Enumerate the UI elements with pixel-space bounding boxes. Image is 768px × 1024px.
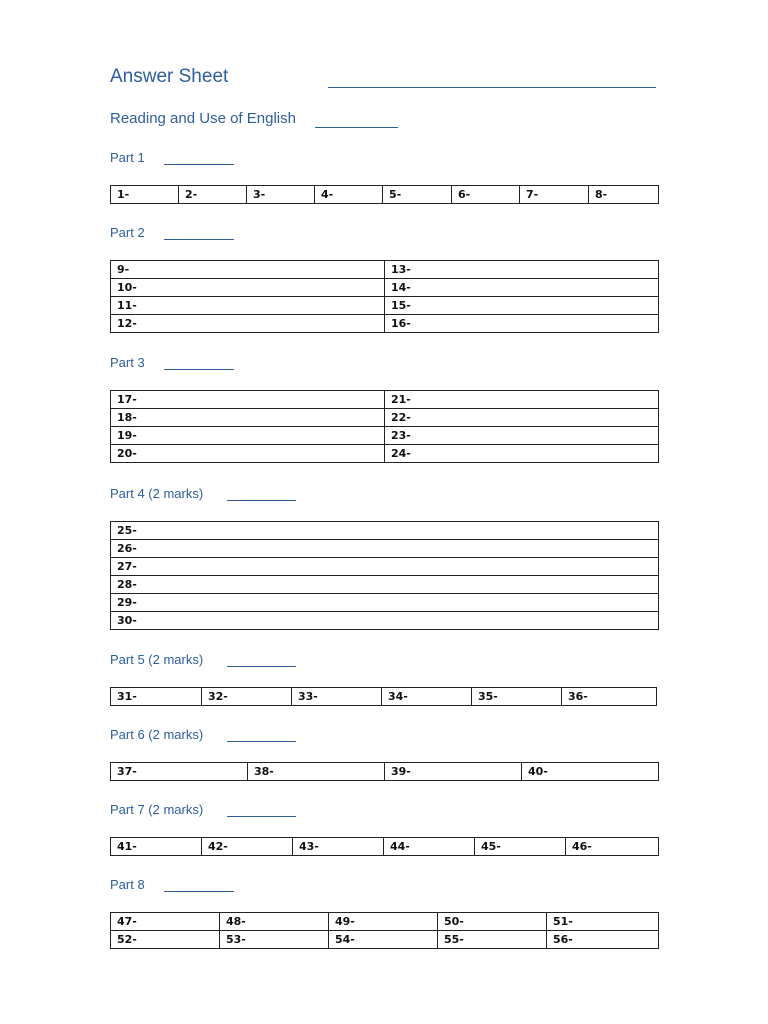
answer-cell[interactable]: 52-: [111, 931, 220, 949]
answer-cell[interactable]: 33-: [292, 688, 382, 706]
part-2-label: Part 2: [110, 225, 145, 240]
name-blank-line[interactable]: [328, 87, 656, 88]
answer-cell[interactable]: 30-: [111, 612, 659, 630]
table-row: [111, 409, 659, 427]
table-row: [111, 391, 659, 409]
answer-cell[interactable]: 9-: [111, 261, 385, 279]
part-2-answer-grid: [110, 260, 659, 333]
answer-cell[interactable]: 11-: [111, 297, 385, 315]
table-row: [111, 612, 659, 630]
answer-cell[interactable]: 39-: [385, 763, 522, 781]
part-3-score-line[interactable]: [164, 369, 234, 370]
answer-cell[interactable]: 15-: [385, 297, 659, 315]
part-7-answer-grid: [110, 837, 659, 856]
part-8-score-line[interactable]: [164, 891, 234, 892]
answer-cell[interactable]: 12-: [111, 315, 385, 333]
answer-cell[interactable]: 31-: [111, 688, 202, 706]
table-row: [111, 931, 659, 949]
answer-cell[interactable]: 40-: [522, 763, 659, 781]
answer-cell[interactable]: 25-: [111, 522, 659, 540]
table-row: [111, 576, 659, 594]
answer-cell[interactable]: 21-: [385, 391, 659, 409]
answer-cell[interactable]: 20-: [111, 445, 385, 463]
part-1-score-line[interactable]: [164, 164, 234, 165]
answer-cell[interactable]: 28-: [111, 576, 659, 594]
table-row: [111, 913, 659, 931]
answer-cell[interactable]: 1-: [111, 186, 179, 204]
table-row: [111, 427, 659, 445]
paper-title: Reading and Use of English: [110, 110, 296, 127]
answer-cell[interactable]: 26-: [111, 540, 659, 558]
answer-cell[interactable]: 32-: [202, 688, 292, 706]
answer-cell[interactable]: 47-: [111, 913, 220, 931]
table-row: [111, 688, 657, 706]
answer-cell[interactable]: 14-: [385, 279, 659, 297]
answer-cell[interactable]: 43-: [293, 838, 384, 856]
answer-cell[interactable]: 3-: [247, 186, 315, 204]
page-title: Answer Sheet: [110, 66, 229, 87]
answer-cell[interactable]: 22-: [385, 409, 659, 427]
answer-cell[interactable]: 49-: [329, 913, 438, 931]
part-5-answer-grid: [110, 687, 657, 706]
answer-cell[interactable]: 35-: [472, 688, 562, 706]
part-6-label: Part 6 (2 marks): [110, 727, 204, 742]
part-5-label: Part 5 (2 marks): [110, 652, 204, 667]
part-4-score-line[interactable]: [227, 500, 296, 501]
part-4-answer-grid: [110, 521, 659, 630]
table-row: [111, 279, 659, 297]
answer-cell[interactable]: 6-: [452, 186, 520, 204]
part-4-label: Part 4 (2 marks): [110, 486, 204, 501]
part-2-score-line[interactable]: [164, 239, 234, 240]
table-row: [111, 186, 659, 204]
part-1-label: Part 1: [110, 150, 145, 165]
answer-cell[interactable]: 10-: [111, 279, 385, 297]
part-7-label: Part 7 (2 marks): [110, 802, 204, 817]
answer-cell[interactable]: 53-: [220, 931, 329, 949]
part-5-score-line[interactable]: [227, 666, 296, 667]
paper-score-blank-line[interactable]: [315, 127, 398, 128]
table-row: [111, 540, 659, 558]
part-1-answer-grid: [110, 185, 659, 204]
answer-cell[interactable]: 45-: [475, 838, 566, 856]
answer-cell[interactable]: 24-: [385, 445, 659, 463]
table-row: [111, 445, 659, 463]
table-row: [111, 558, 659, 576]
answer-cell[interactable]: 16-: [385, 315, 659, 333]
table-row: [111, 522, 659, 540]
part-8-answer-grid: [110, 912, 659, 949]
answer-cell[interactable]: 56-: [547, 931, 659, 949]
answer-cell[interactable]: 29-: [111, 594, 659, 612]
answer-cell[interactable]: 7-: [520, 186, 589, 204]
answer-cell[interactable]: 8-: [589, 186, 659, 204]
table-row: [111, 763, 659, 781]
answer-cell[interactable]: 50-: [438, 913, 547, 931]
answer-cell[interactable]: 23-: [385, 427, 659, 445]
answer-cell[interactable]: 2-: [179, 186, 247, 204]
answer-cell[interactable]: 48-: [220, 913, 329, 931]
answer-cell[interactable]: 41-: [111, 838, 202, 856]
answer-cell[interactable]: 34-: [382, 688, 472, 706]
table-row: [111, 297, 659, 315]
answer-cell[interactable]: 38-: [248, 763, 385, 781]
answer-cell[interactable]: 27-: [111, 558, 659, 576]
answer-cell[interactable]: 17-: [111, 391, 385, 409]
part-3-label: Part 3: [110, 355, 145, 370]
answer-cell[interactable]: 13-: [385, 261, 659, 279]
table-row: [111, 315, 659, 333]
table-row: [111, 838, 659, 856]
answer-cell[interactable]: 55-: [438, 931, 547, 949]
part-7-score-line[interactable]: [227, 816, 296, 817]
answer-cell[interactable]: 4-: [315, 186, 383, 204]
part-6-score-line[interactable]: [227, 741, 296, 742]
answer-cell[interactable]: 37-: [111, 763, 248, 781]
answer-cell[interactable]: 19-: [111, 427, 385, 445]
answer-cell[interactable]: 36-: [562, 688, 657, 706]
answer-cell[interactable]: 5-: [383, 186, 452, 204]
answer-cell[interactable]: 51-: [547, 913, 659, 931]
part-8-label: Part 8: [110, 877, 145, 892]
answer-cell[interactable]: 44-: [384, 838, 475, 856]
table-row: [111, 261, 659, 279]
answer-cell[interactable]: 18-: [111, 409, 385, 427]
part-6-answer-grid: [110, 762, 659, 781]
answer-cell[interactable]: 46-: [566, 838, 659, 856]
answer-cell[interactable]: 42-: [202, 838, 293, 856]
part-3-answer-grid: [110, 390, 659, 463]
table-row: [111, 594, 659, 612]
answer-cell[interactable]: 54-: [329, 931, 438, 949]
